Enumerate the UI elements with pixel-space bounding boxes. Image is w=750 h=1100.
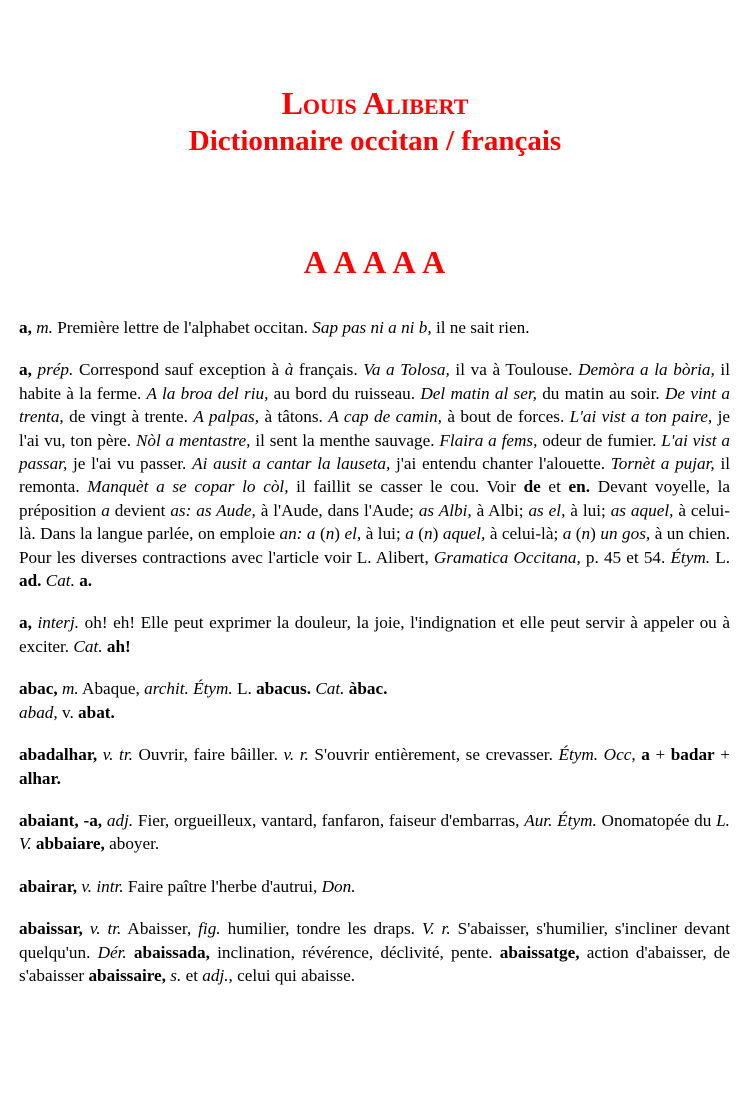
example: aquel, bbox=[442, 524, 486, 544]
definition-text: à un chien. Pour les diverses contractions avec l'article voir L. Alibert, bbox=[19, 524, 730, 567]
entry-a-noun bbox=[19, 316, 730, 339]
definition-text: + bbox=[649, 745, 671, 765]
cognate: àbac. bbox=[348, 679, 388, 699]
definition-text: Ouvrir, faire bâiller. bbox=[132, 745, 284, 765]
etymology-label: Étym. Occ, bbox=[558, 745, 636, 765]
language-label: Cat. bbox=[315, 679, 345, 699]
definition-text: il remonta. bbox=[19, 454, 731, 497]
entry-abad bbox=[19, 701, 730, 724]
source-label: Don. bbox=[321, 876, 356, 896]
definition-text: v. bbox=[57, 702, 79, 722]
author-name: Louis Alibert bbox=[281, 85, 469, 121]
language-label: Cat. bbox=[73, 636, 103, 656]
example: Sap pas ni a ni b, bbox=[312, 318, 432, 337]
example: De vint a trenta, bbox=[19, 383, 730, 427]
definition-text: L. bbox=[232, 679, 257, 699]
definition-text: L. bbox=[710, 547, 730, 567]
definition-text: et bbox=[540, 477, 569, 497]
definition-text bbox=[127, 943, 134, 962]
cross-reference: de bbox=[523, 477, 541, 497]
cognate: ah! bbox=[106, 636, 131, 656]
definition-text: S'ouvrir entièrement, se crevasser. bbox=[308, 745, 559, 765]
example: L'ai vist a ton paire, bbox=[569, 407, 713, 427]
definition-text: à lui; bbox=[565, 500, 611, 520]
example: Flaira a fems, bbox=[439, 430, 538, 450]
grammar-label: s. bbox=[170, 965, 182, 985]
definition-text: aboyer. bbox=[104, 834, 160, 854]
grammar-label: v. intr. bbox=[81, 876, 124, 896]
definition-text: il faillit se casser le cou. Voir bbox=[288, 477, 524, 497]
headword: abad, bbox=[19, 702, 58, 722]
example: an: a bbox=[279, 524, 316, 544]
headword: a, bbox=[19, 318, 32, 337]
definition-text: il sent la menthe sauvage. bbox=[250, 430, 440, 450]
cross-reference: abat. bbox=[78, 702, 115, 722]
definition-text: oh! eh! Elle peut exprimer la douleur, la joie, l'indignation et elle peut servir à appeler ou à exciter. bbox=[19, 613, 730, 656]
etymon: a bbox=[641, 745, 650, 765]
italic-term: à bbox=[284, 360, 294, 380]
etymon: ad. bbox=[19, 571, 42, 591]
definition-text: à Albi; bbox=[471, 500, 529, 520]
example: L'ai vist a passar, bbox=[19, 430, 730, 474]
language-label: L. V. bbox=[19, 810, 730, 854]
definition-text: Faire paître l'herbe d'autrui, bbox=[123, 876, 322, 896]
definition-text: Correspond sauf exception à bbox=[73, 360, 285, 380]
entry-abaiant bbox=[19, 809, 730, 856]
definition-text: Devant voyelle, la préposition bbox=[19, 477, 730, 520]
example: Manquèt a se copar lo còl, bbox=[87, 477, 289, 497]
cross-reference: en. bbox=[568, 477, 591, 497]
example: as el, bbox=[528, 500, 566, 520]
definition-text: français. bbox=[293, 360, 364, 380]
entry-abairar bbox=[19, 875, 730, 898]
entry-abadalhar bbox=[19, 743, 730, 790]
entry-abac bbox=[19, 677, 730, 724]
example: a bbox=[562, 524, 572, 544]
definition-text: odeur de fumier. bbox=[537, 430, 662, 450]
definition-text: au bord du ruisseau. bbox=[268, 383, 421, 403]
section-letter-heading: A A A A A bbox=[303, 244, 447, 280]
example: Nòl a mentastre, bbox=[135, 430, 251, 450]
grammar-label: m. bbox=[61, 679, 79, 699]
language-label: Cat. bbox=[45, 571, 75, 591]
italic-term: n bbox=[581, 524, 591, 544]
headword: abadalhar, bbox=[19, 745, 98, 765]
headword: abaiant, -a, bbox=[19, 810, 103, 830]
source-label: Aur. Étym. bbox=[524, 810, 597, 830]
example: Ai ausit a cantar la lauseta, bbox=[192, 454, 391, 474]
headword: abac, bbox=[19, 679, 58, 699]
example: Tornèt a pujar, bbox=[610, 454, 715, 474]
derived-word: abaissaire, bbox=[88, 965, 166, 985]
example: A cap de camin, bbox=[328, 407, 442, 427]
etymon: abacus. bbox=[256, 679, 312, 699]
grammar-label: V. r. bbox=[421, 919, 451, 939]
definition-text: Abaque, bbox=[78, 679, 145, 699]
definition-text: à celui-là; bbox=[485, 524, 563, 544]
example: un gos, bbox=[600, 524, 651, 544]
definition-text: ) bbox=[590, 524, 601, 544]
derived-word: abaissada, bbox=[133, 942, 210, 962]
definition-text: celui qui abaisse. bbox=[232, 965, 356, 985]
dictionary-entries bbox=[19, 316, 730, 1006]
example: A palpas, bbox=[193, 407, 260, 427]
grammar-label: v. tr. bbox=[102, 745, 133, 765]
definition-text: à tâtons. bbox=[259, 407, 329, 427]
definition-text: devient bbox=[109, 500, 171, 520]
domain-label: archit. Étym. bbox=[144, 679, 233, 699]
definition-text: du matin au soir. bbox=[536, 383, 666, 403]
definition-text: je l'ai vu passer. bbox=[67, 454, 193, 474]
definition-text: Onomatopée du bbox=[596, 810, 717, 830]
definition-text: il habite à la ferme. bbox=[19, 360, 730, 403]
example: Demòra a la bòria, bbox=[578, 360, 715, 380]
example: A la broa del riu, bbox=[146, 383, 269, 403]
definition-text: ( bbox=[315, 524, 326, 544]
derivation-label: Dér. bbox=[97, 942, 127, 962]
definition-text: à bout de forces. bbox=[441, 407, 570, 427]
headword: a, bbox=[19, 360, 32, 380]
cognate: a. bbox=[79, 571, 93, 591]
grammar-label: interj. bbox=[37, 613, 80, 633]
entry-abaissar bbox=[19, 917, 730, 987]
definition-text: il ne sait rien. bbox=[431, 318, 530, 337]
definition-text: p. 45 et 54. bbox=[580, 547, 671, 567]
definition-text: à celui-là. Dans la langue parlée, on emploie bbox=[19, 500, 731, 544]
etymon: abbaiare, bbox=[35, 834, 105, 854]
grammar-label: v. tr. bbox=[89, 919, 122, 939]
usage-label: fig. bbox=[198, 919, 221, 939]
derived-word: abaissatge, bbox=[499, 942, 580, 962]
definition-text: Abaisser, bbox=[121, 919, 199, 939]
definition-text: de vingt à trente. bbox=[63, 407, 194, 427]
definition-text: + bbox=[714, 745, 730, 765]
grammar-label: prép. bbox=[37, 360, 74, 380]
italic-term: n bbox=[325, 524, 335, 544]
definition-text: et bbox=[181, 965, 203, 985]
example: as aquel, bbox=[610, 500, 674, 520]
definition-text: ) bbox=[432, 524, 443, 544]
definition-text: ( bbox=[571, 524, 582, 544]
dictionary-title: Dictionnaire occitan / français bbox=[188, 125, 562, 157]
example: as: as Aude, bbox=[170, 500, 256, 520]
definition-text: humilier, tondre les draps. bbox=[220, 919, 422, 939]
etymon: badar bbox=[670, 745, 715, 765]
definition-text: ( bbox=[413, 524, 425, 544]
definition-text: à lui; bbox=[361, 524, 406, 544]
headword: abaissar, bbox=[19, 919, 83, 939]
grammar-label: adj. bbox=[106, 810, 134, 830]
etymon: alhar. bbox=[19, 768, 61, 788]
example: el, bbox=[344, 524, 362, 544]
book-title: Gramatica Occitana, bbox=[433, 547, 581, 567]
definition-text: S'abaisser, s'humilier, s'incliner devant quelqu'un. bbox=[19, 919, 730, 962]
etymology-label: Étym. bbox=[670, 547, 711, 567]
headword: abairar, bbox=[19, 876, 78, 896]
definition-text: à l'Aude, dans l'Aude; bbox=[255, 500, 419, 520]
definition-text: Première lettre de l'alphabet occitan. bbox=[52, 318, 313, 337]
title-block bbox=[0, 84, 750, 160]
example: Del matin al ser, bbox=[420, 383, 537, 403]
definition-text: il va à Toulouse. bbox=[449, 360, 579, 380]
grammar-label: v. r. bbox=[283, 745, 309, 765]
example: a bbox=[405, 524, 414, 544]
definition-text: action d'abaisser, de s'abaisser bbox=[19, 942, 731, 985]
italic-term: n bbox=[424, 524, 433, 544]
italic-term: a bbox=[101, 500, 110, 520]
definition-text: Fier, orgueilleux, vantard, fanfaron, faiseur d'embarras, bbox=[133, 810, 525, 830]
definition-text: je l'ai vu, ton père. bbox=[19, 407, 731, 450]
entry-a-preposition bbox=[19, 358, 730, 592]
entry-a-interjection bbox=[19, 611, 730, 658]
headword: a, bbox=[19, 613, 32, 633]
definition-text: inclination, révérence, déclivité, pente. bbox=[209, 942, 500, 962]
example: as Albi, bbox=[418, 500, 472, 520]
definition-text: ) bbox=[334, 524, 345, 544]
grammar-label: m. bbox=[36, 318, 53, 337]
example: Va a Tolosa, bbox=[363, 360, 450, 380]
grammar-label: adj., bbox=[202, 965, 233, 985]
definition-text: j'ai entendu chanter l'alouette. bbox=[390, 454, 611, 474]
